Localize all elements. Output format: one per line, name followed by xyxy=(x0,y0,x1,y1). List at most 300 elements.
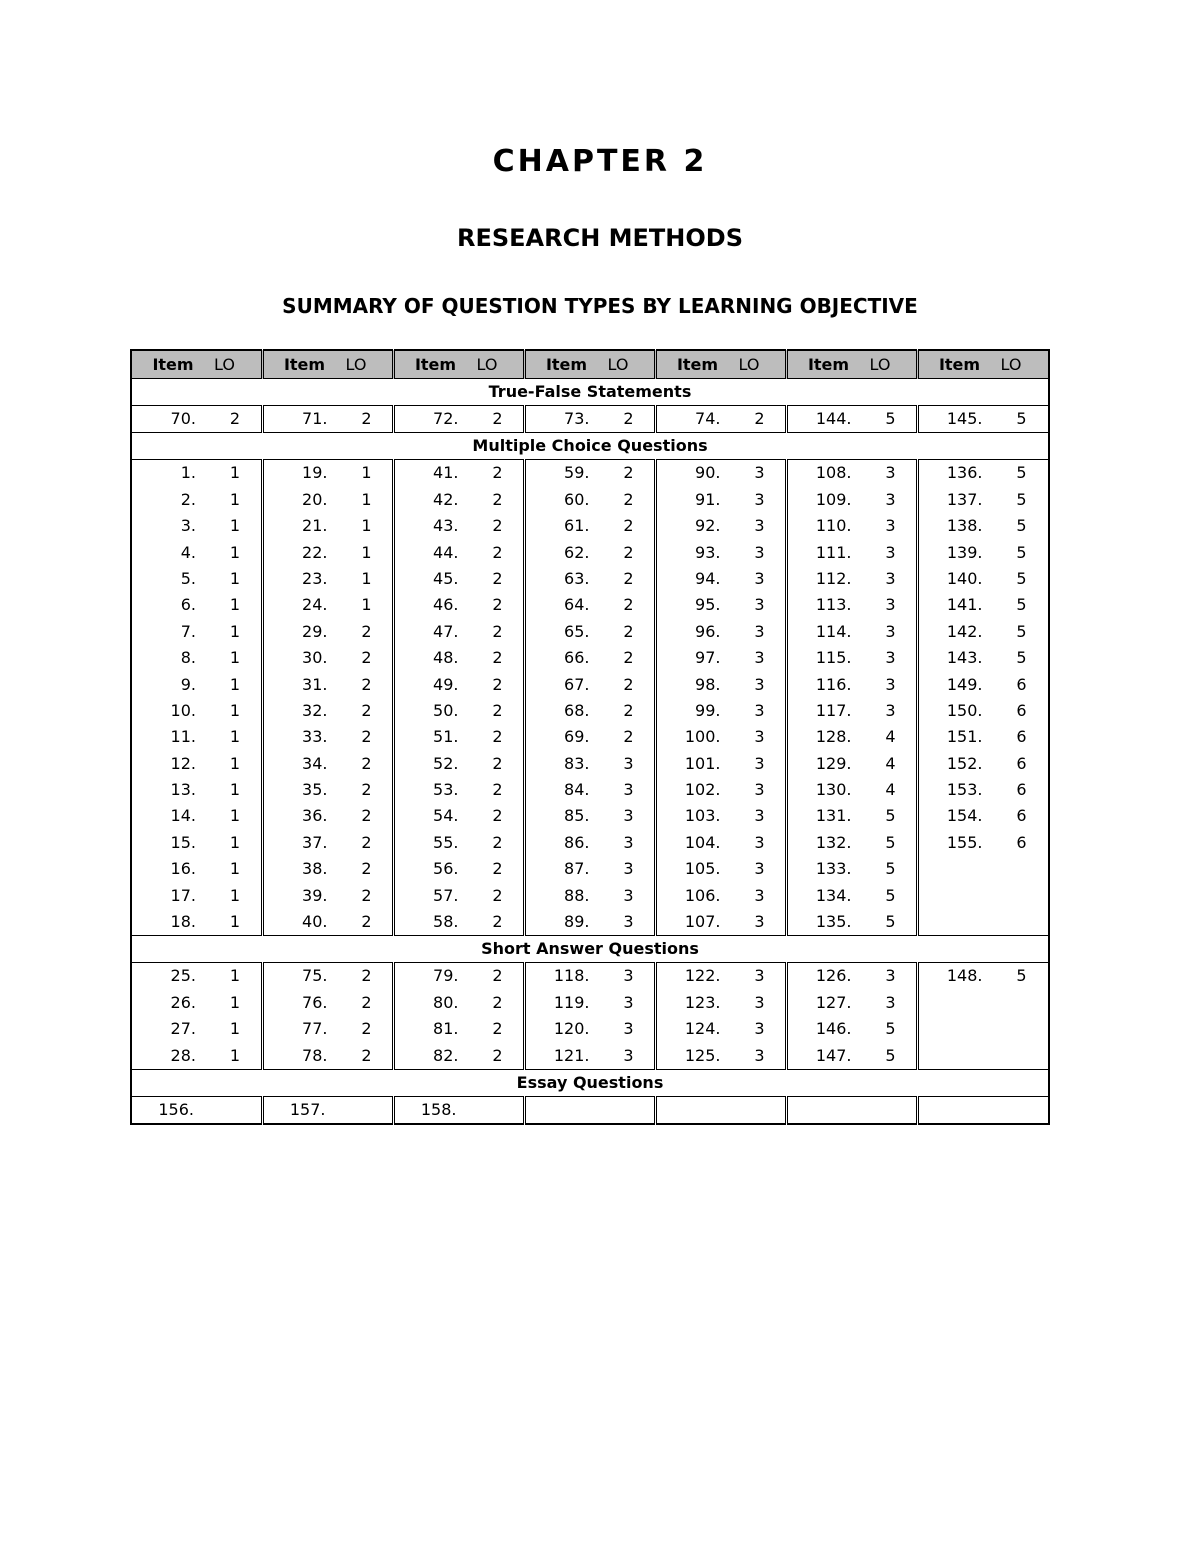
item-number: 118. xyxy=(553,966,590,986)
item-number: 43. xyxy=(433,516,459,536)
item-column xyxy=(524,460,655,936)
item-number: 8. xyxy=(180,648,196,668)
item-entry xyxy=(919,566,1049,592)
item-entry xyxy=(132,1016,261,1042)
item-number: 113. xyxy=(815,595,852,615)
item-number: 41. xyxy=(433,463,459,483)
item-number: 39. xyxy=(302,885,328,905)
item-column-header: Item xyxy=(283,355,326,374)
item-number: 54. xyxy=(433,806,459,826)
learning-objective xyxy=(326,1097,370,1123)
item-number: 58. xyxy=(433,912,459,932)
item-entry xyxy=(264,645,392,671)
learning-objective: 5 xyxy=(1016,568,1027,588)
item-number: 48. xyxy=(433,648,459,668)
learning-objective: 5 xyxy=(885,885,896,905)
learning-objective: 6 xyxy=(1016,727,1027,747)
item-entry xyxy=(395,724,523,750)
learning-objective: 5 xyxy=(885,1045,896,1065)
item-column xyxy=(786,963,917,1070)
item-number: 122. xyxy=(684,966,721,986)
item-entry xyxy=(264,513,392,539)
learning-objective: 6 xyxy=(1016,806,1027,826)
learning-objective: 1 xyxy=(229,859,240,879)
learning-objective: 2 xyxy=(623,595,634,615)
item-number: 77. xyxy=(302,1019,328,1039)
item-number: 67. xyxy=(564,674,590,694)
learning-objective: 3 xyxy=(754,727,765,747)
learning-objective: 5 xyxy=(1016,648,1027,668)
item-entry xyxy=(526,777,654,803)
item-column xyxy=(786,460,917,936)
learning-objective: 2 xyxy=(623,489,634,509)
item-column xyxy=(655,406,786,433)
item-entry xyxy=(264,777,392,803)
item-entry xyxy=(788,856,916,882)
item-number: 79. xyxy=(433,966,459,986)
learning-objective: 2 xyxy=(361,1045,372,1065)
item-number: 72. xyxy=(433,409,459,428)
item-number: 98. xyxy=(695,674,721,694)
item-entry xyxy=(657,487,785,513)
item-number: 134. xyxy=(815,885,852,905)
item-number: 23. xyxy=(302,568,328,588)
item-entry xyxy=(264,856,392,882)
item-entry xyxy=(788,460,916,486)
item-number: 76. xyxy=(302,992,328,1012)
item-entry xyxy=(788,645,916,671)
item-column xyxy=(786,1096,917,1124)
learning-objective: 3 xyxy=(623,1019,634,1039)
item-entry xyxy=(264,909,392,935)
item-entry xyxy=(526,592,654,618)
learning-objective: 6 xyxy=(1016,674,1027,694)
item-number: 74. xyxy=(695,409,721,428)
lo-column-header: LO xyxy=(1000,355,1022,374)
item-number: 64. xyxy=(564,595,590,615)
learning-objective: 2 xyxy=(492,832,503,852)
item-entry xyxy=(132,777,261,803)
learning-objective: 3 xyxy=(885,542,896,562)
learning-objective: 2 xyxy=(361,674,372,694)
item-column-header: Item xyxy=(807,355,850,374)
learning-objective: 2 xyxy=(623,542,634,562)
item-entry xyxy=(919,406,1049,432)
item-number: 126. xyxy=(815,966,852,986)
item-number: 51. xyxy=(433,727,459,747)
item-entry xyxy=(788,698,916,724)
learning-objective: 5 xyxy=(1016,621,1027,641)
learning-objective: 2 xyxy=(754,409,765,428)
learning-objective: 1 xyxy=(229,463,240,483)
item-entry xyxy=(395,909,523,935)
learning-objective: 5 xyxy=(1016,489,1027,509)
item-number: 111. xyxy=(815,542,852,562)
item-entry xyxy=(919,830,1049,856)
item-number: 128. xyxy=(815,727,852,747)
item-entry xyxy=(788,990,916,1016)
learning-objective: 2 xyxy=(229,409,240,428)
learning-objective: 3 xyxy=(754,542,765,562)
item-entry xyxy=(788,963,916,989)
item-entry xyxy=(919,751,1049,777)
learning-objective: 1 xyxy=(229,568,240,588)
item-entry xyxy=(132,672,261,698)
lo-column-header: LO xyxy=(476,355,498,374)
item-entry xyxy=(395,856,523,882)
item-entry xyxy=(526,460,654,486)
item-column-header: Item xyxy=(152,355,194,374)
item-entry xyxy=(657,672,785,698)
item-entry xyxy=(132,645,261,671)
item-entry xyxy=(526,1043,654,1069)
learning-objective: 4 xyxy=(885,780,896,800)
item-number: 53. xyxy=(433,780,459,800)
item-entry xyxy=(788,724,916,750)
item-number: 84. xyxy=(564,780,590,800)
item-number: 90. xyxy=(695,463,721,483)
item-column xyxy=(786,406,917,433)
item-column xyxy=(393,460,524,936)
item-number: 158. xyxy=(420,1099,457,1119)
header-cell xyxy=(786,350,917,379)
item-number: 15. xyxy=(170,832,196,852)
item-number: 50. xyxy=(433,700,459,720)
item-number: 34. xyxy=(302,753,328,773)
item-number: 56. xyxy=(433,859,459,879)
item-number: 123. xyxy=(684,992,721,1012)
item-entry xyxy=(657,406,785,432)
learning-objective: 4 xyxy=(885,727,896,747)
item-number: 70. xyxy=(170,409,196,428)
learning-objective: 1 xyxy=(229,1045,240,1065)
learning-objective: 6 xyxy=(1016,753,1027,773)
item-number: 26. xyxy=(170,992,196,1012)
item-number: 31. xyxy=(302,674,328,694)
item-entry xyxy=(788,803,916,829)
learning-objective: 3 xyxy=(754,621,765,641)
item-entry xyxy=(395,1097,523,1123)
item-entry xyxy=(657,540,785,566)
item-entry xyxy=(919,487,1049,513)
item-entry xyxy=(395,406,523,432)
item-entry xyxy=(919,803,1049,829)
item-column xyxy=(131,460,262,936)
lo-column-header: LO xyxy=(607,355,629,374)
section-items-row xyxy=(131,1096,1049,1124)
item-column xyxy=(917,1096,1049,1124)
learning-objective: 2 xyxy=(492,780,503,800)
item-number: 45. xyxy=(433,568,459,588)
learning-objective: 2 xyxy=(361,966,372,986)
item-entry xyxy=(788,1016,916,1042)
item-number: 36. xyxy=(302,806,328,826)
item-entry xyxy=(132,803,261,829)
item-number: 93. xyxy=(695,542,721,562)
learning-objective: 3 xyxy=(623,806,634,826)
item-entry xyxy=(526,724,654,750)
item-number: 87. xyxy=(564,859,590,879)
item-entry xyxy=(526,963,654,989)
header-cell xyxy=(262,350,393,379)
item-entry xyxy=(788,1043,916,1069)
learning-objective: 2 xyxy=(492,912,503,932)
item-entry xyxy=(395,777,523,803)
item-column-header: Item xyxy=(676,355,719,374)
item-entry xyxy=(526,619,654,645)
item-number: 89. xyxy=(564,912,590,932)
item-number: 106. xyxy=(684,885,721,905)
item-column xyxy=(524,406,655,433)
item-number: 132. xyxy=(815,832,852,852)
item-entry xyxy=(264,803,392,829)
item-entry xyxy=(526,566,654,592)
item-number: 125. xyxy=(684,1045,721,1065)
learning-objective: 1 xyxy=(229,806,240,826)
lo-column-header: LO xyxy=(738,355,760,374)
item-entry xyxy=(132,751,261,777)
item-entry xyxy=(526,830,654,856)
item-column xyxy=(262,406,393,433)
item-entry xyxy=(919,460,1049,486)
section-items-row xyxy=(131,406,1049,433)
item-column xyxy=(655,460,786,936)
item-entry xyxy=(132,1043,261,1069)
item-entry xyxy=(264,592,392,618)
item-entry xyxy=(264,1043,392,1069)
item-column xyxy=(131,963,262,1070)
item-column xyxy=(655,1096,786,1124)
item-entry xyxy=(395,963,523,989)
learning-objective: 2 xyxy=(361,700,372,720)
item-number: 21. xyxy=(302,516,328,536)
learning-objective: 3 xyxy=(623,992,634,1012)
learning-objective: 1 xyxy=(361,489,372,509)
item-number: 116. xyxy=(815,674,852,694)
learning-objective: 2 xyxy=(492,1045,503,1065)
item-entry xyxy=(132,883,261,909)
learning-objective: 2 xyxy=(623,568,634,588)
item-number: 59. xyxy=(564,463,590,483)
item-number: 4. xyxy=(180,542,196,562)
learning-objective: 2 xyxy=(492,859,503,879)
item-number: 73. xyxy=(564,409,590,428)
learning-objective: 5 xyxy=(885,859,896,879)
item-column xyxy=(262,1096,393,1124)
item-number: 150. xyxy=(946,700,983,720)
item-entry xyxy=(395,883,523,909)
learning-objective: 2 xyxy=(361,885,372,905)
item-entry xyxy=(526,513,654,539)
item-number: 44. xyxy=(433,542,459,562)
learning-objective: 2 xyxy=(492,595,503,615)
learning-objective: 6 xyxy=(1016,832,1027,852)
item-entry xyxy=(526,487,654,513)
item-column xyxy=(131,406,262,433)
item-number: 100. xyxy=(684,727,721,747)
item-number: 49. xyxy=(433,674,459,694)
item-number: 29. xyxy=(302,621,328,641)
item-entry xyxy=(919,619,1049,645)
item-number: 96. xyxy=(695,621,721,641)
learning-objective: 1 xyxy=(361,568,372,588)
item-entry xyxy=(788,751,916,777)
item-number: 92. xyxy=(695,516,721,536)
item-entry xyxy=(526,856,654,882)
learning-objective: 3 xyxy=(754,966,765,986)
item-number: 117. xyxy=(815,700,852,720)
item-number: 121. xyxy=(553,1045,590,1065)
item-entry xyxy=(788,619,916,645)
item-entry xyxy=(264,990,392,1016)
learning-objective: 3 xyxy=(623,780,634,800)
learning-objective: 1 xyxy=(361,516,372,536)
item-entry xyxy=(132,566,261,592)
learning-objective: 5 xyxy=(885,1019,896,1039)
item-entry xyxy=(395,1016,523,1042)
learning-objective: 1 xyxy=(229,1019,240,1039)
learning-objective: 1 xyxy=(229,595,240,615)
learning-objective: 2 xyxy=(492,885,503,905)
summary-title: SUMMARY OF QUESTION TYPES BY LEARNING OBJECTIVE xyxy=(282,294,918,318)
item-number: 140. xyxy=(946,568,983,588)
learning-objective: 2 xyxy=(492,1019,503,1039)
item-entry xyxy=(526,406,654,432)
item-entry xyxy=(657,909,785,935)
item-number: 60. xyxy=(564,489,590,509)
learning-objective: 3 xyxy=(885,621,896,641)
learning-objective: 1 xyxy=(361,595,372,615)
learning-objective: 3 xyxy=(754,753,765,773)
item-number: 99. xyxy=(695,700,721,720)
item-entry xyxy=(132,1097,261,1123)
learning-objective: 3 xyxy=(754,489,765,509)
learning-objective: 2 xyxy=(492,727,503,747)
item-number: 25. xyxy=(170,966,196,986)
learning-objective: 2 xyxy=(623,648,634,668)
learning-objective: 3 xyxy=(623,966,634,986)
learning-objective: 1 xyxy=(229,966,240,986)
item-number: 40. xyxy=(302,912,328,932)
learning-objective: 1 xyxy=(361,542,372,562)
learning-objective: 3 xyxy=(754,1019,765,1039)
item-number: 28. xyxy=(170,1045,196,1065)
item-number: 103. xyxy=(684,806,721,826)
item-number: 81. xyxy=(433,1019,459,1039)
item-entry xyxy=(788,566,916,592)
item-number: 17. xyxy=(170,885,196,905)
learning-objective: 1 xyxy=(361,463,372,483)
item-number: 110. xyxy=(815,516,852,536)
item-number: 42. xyxy=(433,489,459,509)
item-entry xyxy=(132,830,261,856)
item-number: 71. xyxy=(302,409,328,428)
item-entry xyxy=(526,645,654,671)
item-entry xyxy=(132,963,261,989)
learning-objective: 3 xyxy=(885,966,896,986)
item-entry xyxy=(395,830,523,856)
learning-objective: 2 xyxy=(361,648,372,668)
item-number: 97. xyxy=(695,648,721,668)
learning-objective: 2 xyxy=(361,1019,372,1039)
item-entry xyxy=(395,566,523,592)
item-entry xyxy=(395,540,523,566)
item-number: 85. xyxy=(564,806,590,826)
learning-objective: 3 xyxy=(623,753,634,773)
item-number: 94. xyxy=(695,568,721,588)
learning-objective: 3 xyxy=(754,806,765,826)
item-column xyxy=(262,460,393,936)
item-number: 120. xyxy=(553,1019,590,1039)
item-entry xyxy=(788,406,916,432)
learning-objective: 1 xyxy=(229,832,240,852)
item-entry xyxy=(395,487,523,513)
item-entry xyxy=(657,1043,785,1069)
item-entry xyxy=(919,645,1049,671)
item-number: 143. xyxy=(946,648,983,668)
learning-objective: 3 xyxy=(885,516,896,536)
item-entry xyxy=(395,990,523,1016)
item-number: 105. xyxy=(684,859,721,879)
lo-column-header: LO xyxy=(345,355,367,374)
item-entry xyxy=(919,592,1049,618)
item-number: 130. xyxy=(815,780,852,800)
item-entry xyxy=(657,777,785,803)
learning-objective: 2 xyxy=(492,463,503,483)
learning-objective: 2 xyxy=(492,542,503,562)
learning-objective: 1 xyxy=(229,727,240,747)
item-number: 27. xyxy=(170,1019,196,1039)
item-number: 155. xyxy=(946,832,983,852)
lo-column-header: LO xyxy=(214,355,235,374)
header-row xyxy=(131,350,1049,379)
item-entry xyxy=(657,592,785,618)
item-entry xyxy=(264,672,392,698)
learning-objective: 3 xyxy=(623,885,634,905)
item-entry xyxy=(264,406,392,432)
item-entry xyxy=(395,1043,523,1069)
learning-objective: 2 xyxy=(361,806,372,826)
learning-objective: 5 xyxy=(885,912,896,932)
item-entry xyxy=(526,1016,654,1042)
learning-objective: 2 xyxy=(492,489,503,509)
learning-objective: 3 xyxy=(885,489,896,509)
learning-objective: 3 xyxy=(885,568,896,588)
learning-objective: 2 xyxy=(492,700,503,720)
item-number: 33. xyxy=(302,727,328,747)
item-entry xyxy=(264,963,392,989)
learning-objective: 2 xyxy=(361,621,372,641)
learning-objective: 1 xyxy=(229,489,240,509)
item-entry xyxy=(526,990,654,1016)
item-entry xyxy=(526,540,654,566)
item-entry xyxy=(395,645,523,671)
learning-objective: 5 xyxy=(1016,966,1027,986)
item-entry xyxy=(919,513,1049,539)
learning-objective: 3 xyxy=(754,832,765,852)
item-number: 19. xyxy=(302,463,328,483)
learning-objective: 2 xyxy=(492,674,503,694)
learning-objective: 2 xyxy=(361,780,372,800)
header-cell xyxy=(655,350,786,379)
learning-objective: 3 xyxy=(754,1045,765,1065)
header-cell xyxy=(524,350,655,379)
item-number: 18. xyxy=(170,912,196,932)
item-entry xyxy=(788,777,916,803)
item-entry xyxy=(919,963,1049,989)
learning-objective: 3 xyxy=(754,859,765,879)
item-number: 32. xyxy=(302,700,328,720)
